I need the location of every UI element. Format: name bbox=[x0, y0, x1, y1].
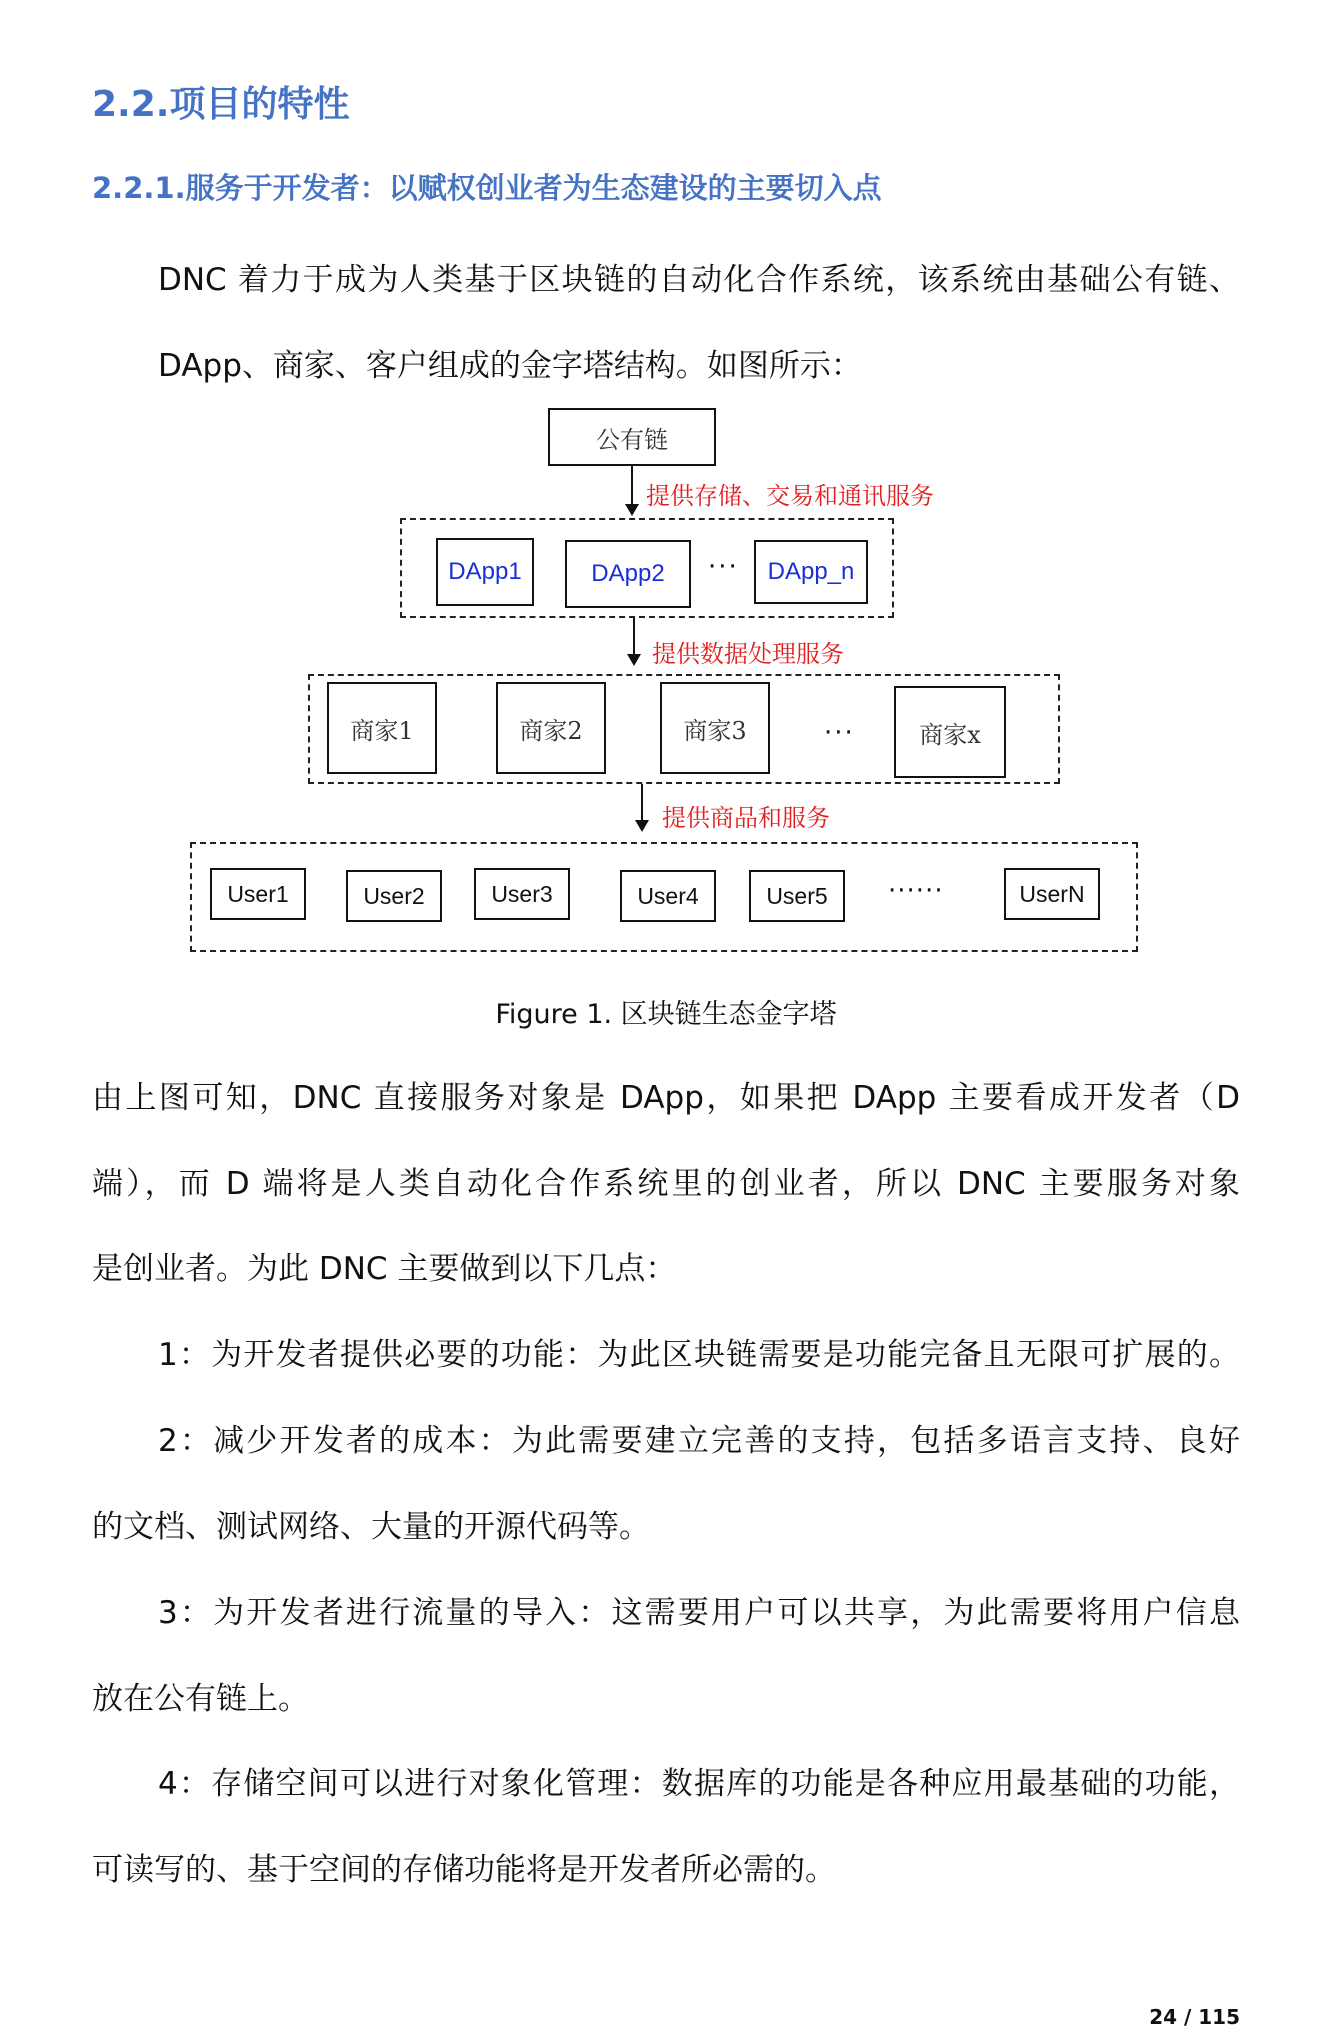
arrow-3-head bbox=[635, 820, 649, 832]
item-2-line-2: 的文档、测试网络、大量的开源代码等。 bbox=[92, 1509, 650, 1545]
p1-line-3: 是创业者。为此 DNC 主要做到以下几点： bbox=[92, 1251, 677, 1287]
dapp-ellipsis: ··· bbox=[708, 552, 739, 582]
intro-line-2: DApp、商家、客户组成的金字塔结构。如图所示： bbox=[158, 348, 862, 384]
arrow-2-line bbox=[633, 618, 635, 656]
arrow-1-label: 提供存储、交易和通讯服务 bbox=[646, 482, 934, 510]
intro-line-1: DNC 着力于成为人类基于区块链的自动化合作系统，该系统由基础公有链、 bbox=[158, 262, 1240, 298]
item-2-line-1: 2：减少开发者的成本：为此需要建立完善的支持，包括多语言支持、良好 bbox=[158, 1423, 1240, 1459]
item-3-line-1: 3：为开发者进行流量的导入：这需要用户可以共享，为此需要将用户信息 bbox=[158, 1595, 1240, 1631]
public-chain-box: 公有链 bbox=[548, 408, 716, 466]
page-number: 24 / 115 bbox=[1149, 2005, 1240, 2029]
merchant-box-3: 商家3 bbox=[660, 682, 770, 774]
arrow-3-line bbox=[641, 784, 643, 822]
item-4-line-2: 可读写的、基于空间的存储功能将是开发者所必需的。 bbox=[92, 1852, 836, 1888]
p1-line-1: 由上图可知，DNC 直接服务对象是 DApp，如果把 DApp 主要看成开发者（D bbox=[92, 1080, 1240, 1116]
dapp-box-1: DApp1 bbox=[436, 538, 534, 606]
user-box-3: User3 bbox=[474, 868, 570, 920]
user-box-4: User4 bbox=[620, 870, 716, 922]
subsection-heading: 2.2.1.服务于开发者：以赋权创业者为生态建设的主要切入点 bbox=[92, 171, 882, 205]
merchant-ellipsis: ··· bbox=[824, 718, 855, 748]
arrow-2-head bbox=[627, 654, 641, 666]
item-3-line-2: 放在公有链上。 bbox=[92, 1681, 309, 1717]
merchant-box-1: 商家1 bbox=[327, 682, 437, 774]
user-box-5: User5 bbox=[749, 870, 845, 922]
arrow-1-head bbox=[625, 504, 639, 516]
figure-caption: Figure 1. 区块链生态金字塔 bbox=[495, 999, 837, 1030]
p1-line-2: 端），而 D 端将是人类自动化合作系统里的创业者，所以 DNC 主要服务对象 bbox=[92, 1166, 1240, 1202]
merchant-box-2: 商家2 bbox=[496, 682, 606, 774]
user-ellipsis: ······ bbox=[888, 876, 944, 906]
user-box-1: User1 bbox=[210, 868, 306, 920]
section-heading: 2.2.项目的特性 bbox=[92, 84, 350, 125]
arrow-3-label: 提供商品和服务 bbox=[662, 804, 830, 832]
user-box-2: User2 bbox=[346, 870, 442, 922]
item-4-line-1: 4：存储空间可以进行对象化管理：数据库的功能是各种应用最基础的功能， bbox=[158, 1766, 1240, 1802]
dapp-box-2: DApp2 bbox=[565, 540, 691, 608]
arrow-2-label: 提供数据处理服务 bbox=[652, 640, 844, 668]
item-1-line-1: 1：为开发者提供必要的功能：为此区块链需要是功能完备且无限可扩展的。 bbox=[158, 1337, 1240, 1373]
arrow-1-line bbox=[631, 466, 633, 506]
user-box-n: UserN bbox=[1004, 868, 1100, 920]
dapp-box-n: DApp_n bbox=[754, 540, 868, 604]
merchant-box-x: 商家x bbox=[894, 686, 1006, 778]
